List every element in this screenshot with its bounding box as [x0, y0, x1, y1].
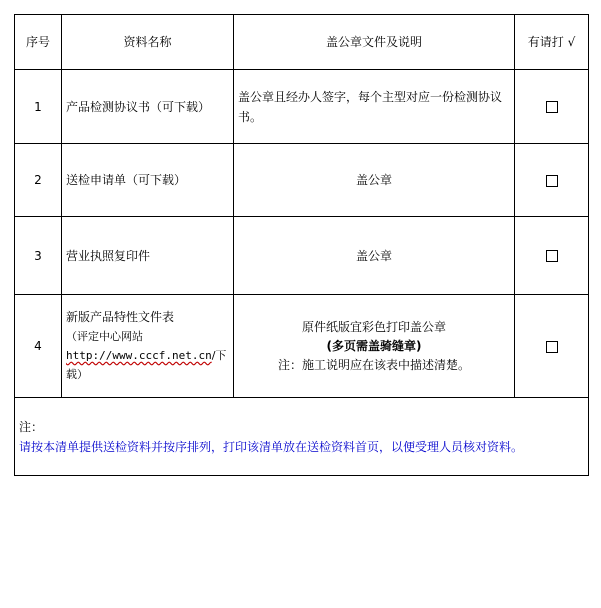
- document-name-line4: 载）: [66, 368, 88, 381]
- header-no: 序号: [15, 15, 62, 70]
- table-header-row: [15, 15, 589, 70]
- document-name-line1: 新版产品特性文件表: [66, 310, 175, 324]
- header-name: 资料名称: [62, 15, 234, 70]
- submission-checklist-table: [14, 14, 589, 476]
- note-cell: [15, 398, 589, 476]
- checkbox[interactable]: [546, 101, 558, 113]
- checkbox[interactable]: [546, 250, 558, 262]
- document-desc: 盖公章且经办人签字，每个主型对应一份检测协议书。: [234, 70, 515, 144]
- table-row: [15, 144, 589, 217]
- checkbox[interactable]: [546, 175, 558, 187]
- document-desc: [234, 295, 515, 398]
- document-desc-line2: (多页需盖骑缝章): [326, 338, 422, 353]
- row-number: 1: [15, 70, 62, 144]
- row-number: 2: [15, 144, 62, 217]
- document-desc-line1: 原件纸版宜彩色打印盖公章: [301, 319, 446, 334]
- document-name-line3: [66, 346, 229, 365]
- document-name: 产品检测协议书（可下载）: [62, 70, 234, 144]
- row-number: 4: [15, 295, 62, 398]
- checkbox-cell[interactable]: [515, 217, 589, 295]
- document-desc: 盖公章: [234, 217, 515, 295]
- checkbox-cell[interactable]: [515, 295, 589, 398]
- note-label: 注：: [19, 419, 44, 434]
- checkbox-cell[interactable]: [515, 144, 589, 217]
- document-desc-line3: 注：施工说明应在该表中描述清楚。: [277, 357, 470, 372]
- note-text: 请按本清单提供送检资料并按序排列，打印该清单放在送检资料首页，以便受理人员核对资料。: [19, 439, 524, 454]
- document-name: 送检申请单（可下载）: [62, 144, 234, 217]
- table-row: [15, 70, 589, 144]
- document-name-line2: （评定中心网站: [66, 330, 143, 343]
- checkbox-cell[interactable]: [515, 70, 589, 144]
- document-name: 营业执照复印件: [62, 217, 234, 295]
- header-desc: 盖公章文件及说明: [234, 15, 515, 70]
- note-row: [15, 398, 589, 476]
- row-number: 3: [15, 217, 62, 295]
- checkbox[interactable]: [546, 341, 558, 353]
- header-check: 有请打 √: [515, 15, 589, 70]
- website-link[interactable]: http://www.cccf.net.cn: [66, 349, 212, 362]
- document-desc: 盖公章: [234, 144, 515, 217]
- table-row: [15, 295, 589, 398]
- document-name: [62, 295, 234, 398]
- table-row: [15, 217, 589, 295]
- document-name-line3-suffix: /下: [211, 349, 227, 362]
